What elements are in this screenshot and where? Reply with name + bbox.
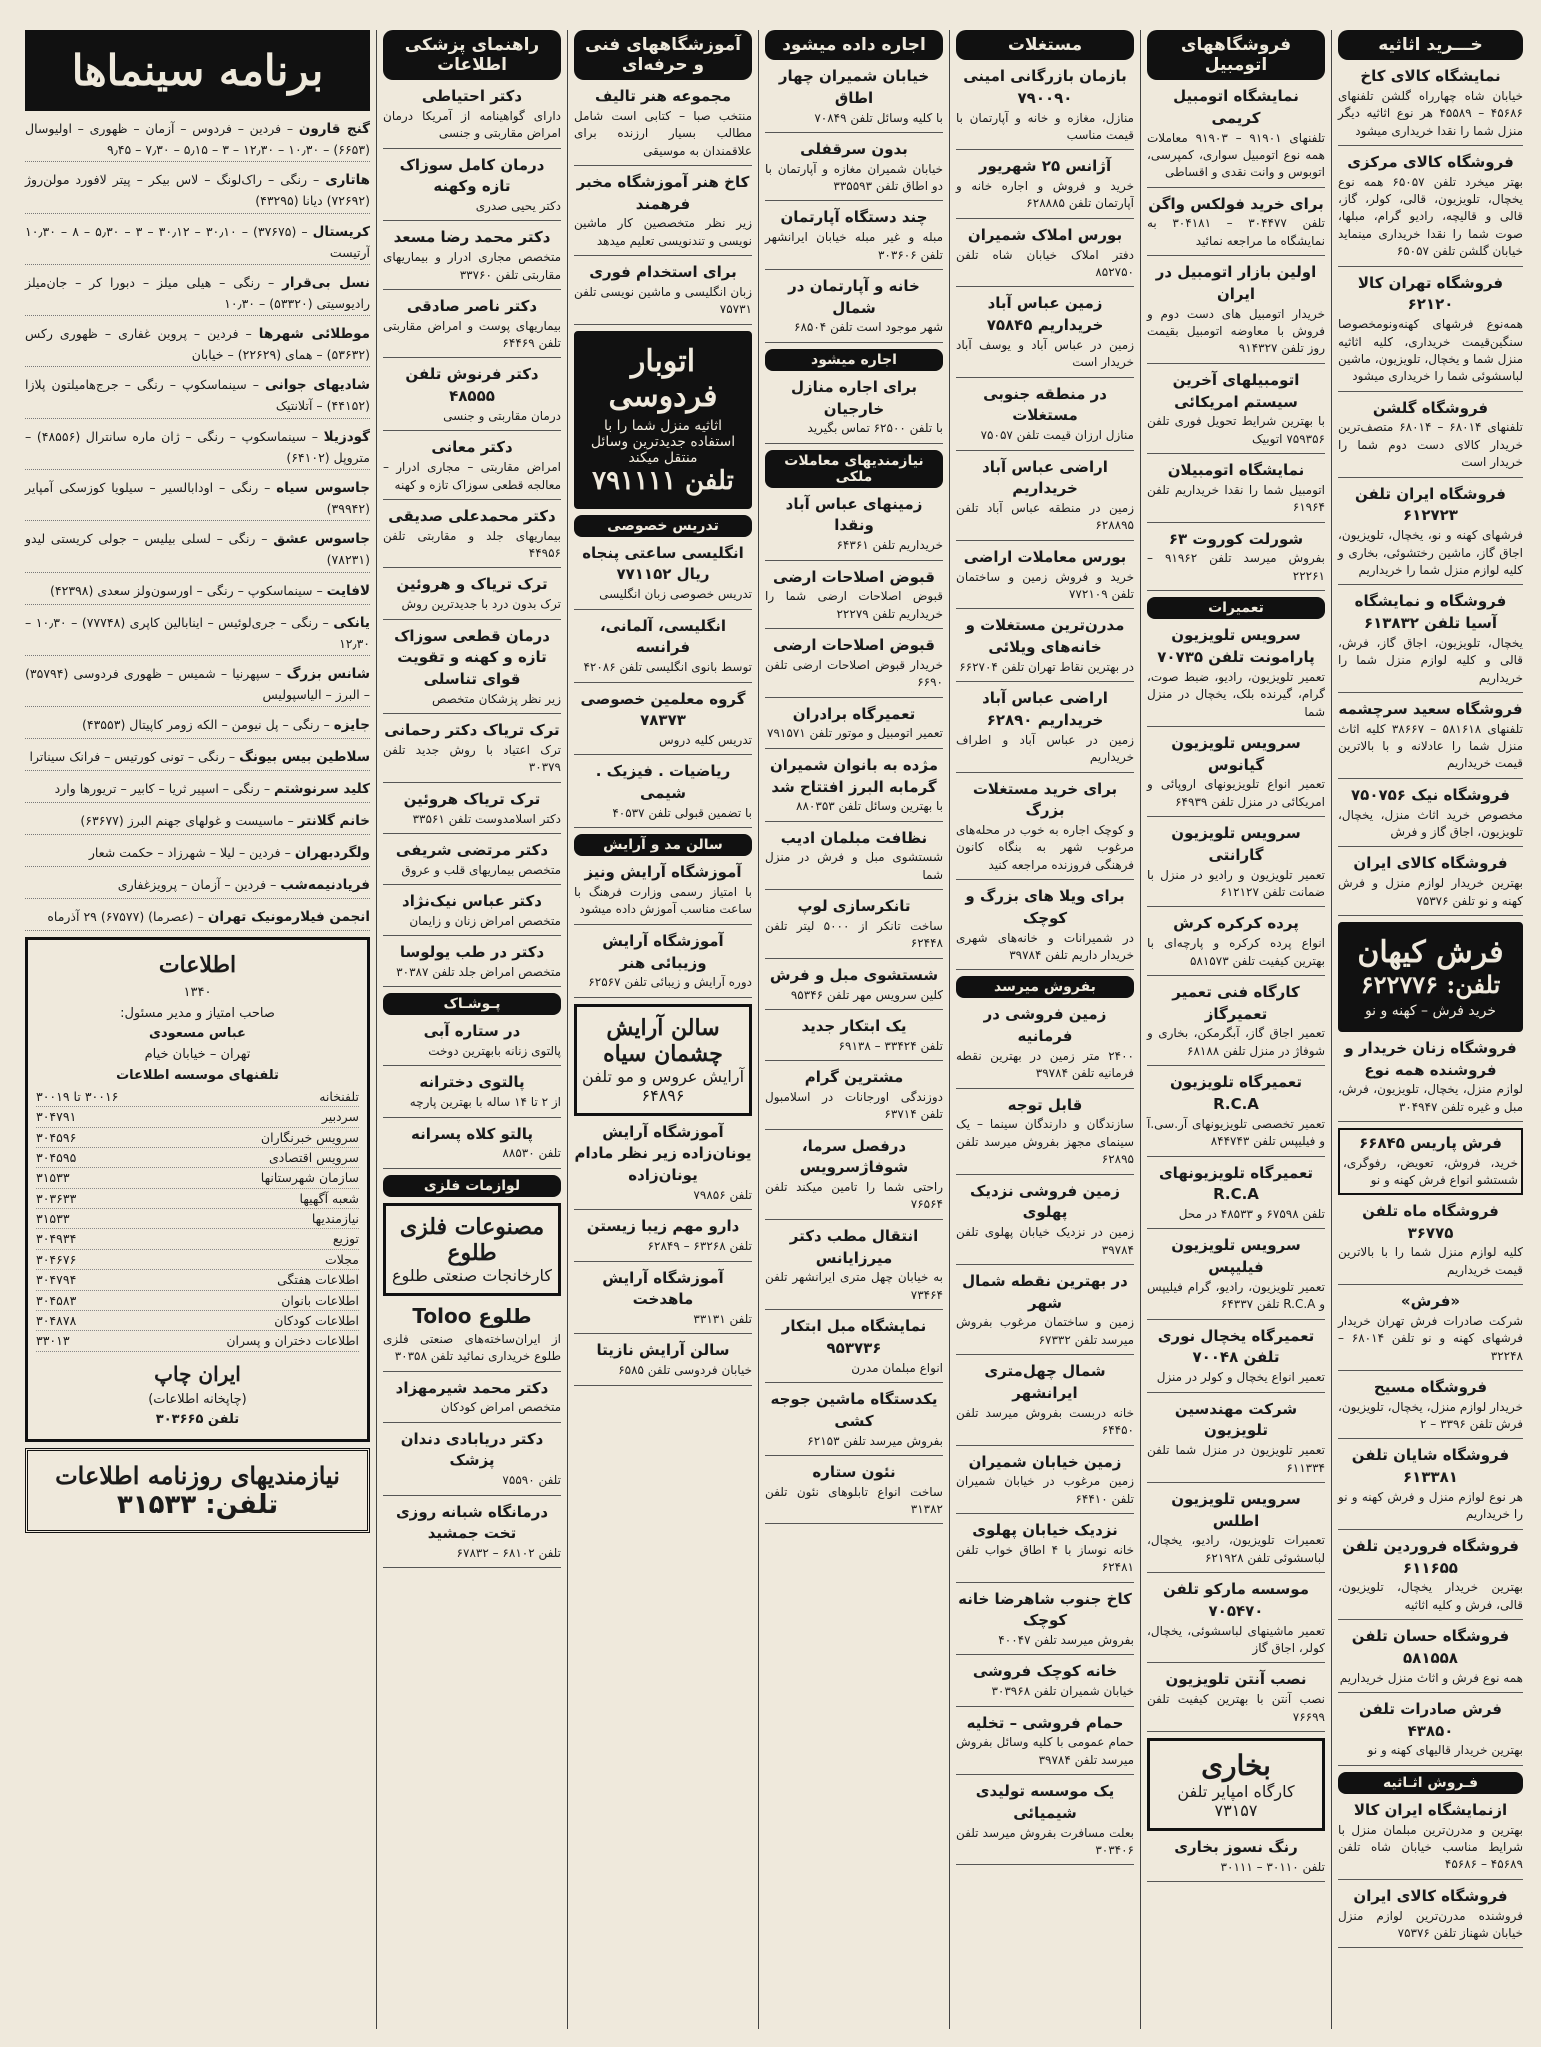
classified-ad: فروشگاه شایان تلفن ۶۱۳۳۸۱ هر نوع لوازم منزل و فرش کهنه و نو را خریداریم bbox=[1338, 1445, 1523, 1529]
cinema-listing: کریستال – (۳۷۶۷۵) – ۳۰٫۱۰ – ۳۰٫۱۲ – ۳ – ۵٫۳۰ – ۸ – ۱۰٫۳۰ آرتیست bbox=[25, 220, 370, 265]
section-header: فـروش اثـاثیه bbox=[1338, 1772, 1523, 1794]
classified-ad: آژانس ۲۵ شهریور خرید و فروش و اجاره خانه و آپارتمان تلفن ۶۲۸۸۸۵ bbox=[956, 156, 1134, 219]
classified-ad: شمال چهل‌متری ایرانشهر خانه دربست بفروش میرسد تلفن ۶۴۴۵۰ bbox=[956, 1361, 1134, 1445]
classifieds-phone-box: نیازمندیهای روزنامه اطلاعات تلفن: ۳۱۵۳۳ bbox=[25, 1448, 370, 1533]
classified-ad: پالتوی دخترانه از ۲ تا ۱۴ ساله با بهترین پارچه bbox=[383, 1072, 561, 1117]
cinema-listing: جایزه – رنگی – پل نیومن – الکه زومر کاپیتال (۴۳۵۵۳) bbox=[25, 713, 370, 739]
column-header: مستغلات bbox=[956, 30, 1134, 60]
classified-ad: شرکت مهندسین تلویزیون تعمیر تلویزیون در منزل شما تلفن ۶۱۱۳۳۴ bbox=[1147, 1399, 1325, 1483]
classified-ad: زمین فروشی نزدیک پهلوی زمین در نزدیک خیابان پهلوی تلفن ۳۹۷۸۴ bbox=[956, 1181, 1134, 1265]
classified-ad: تانکرسازی لوپ ساخت تانکر از ۵۰۰۰ لیتر تلفن ۶۲۴۴۸ bbox=[765, 896, 943, 959]
classified-ad: موسسه مارکو تلفن ۷۰۵۴۷۰ تعمیر ماشینهای لباسشوئی، یخچال، کولر، اجاق گاز bbox=[1147, 1579, 1325, 1663]
classified-ad: نئون ستاره ساخت انواع تابلوهای نئون تلفن ۳۱۳۸۲ bbox=[765, 1462, 943, 1525]
classified-ad: دکتر عباس نیک‌نژاد متخصص امراض زنان و زایمان bbox=[383, 891, 561, 936]
classified-ad: گروه معلمین خصوصی ۷۸۳۷۳ تدریس کلیه دروس bbox=[574, 689, 752, 756]
contact-row: نیازمندیها ۳۱۵۳۳ bbox=[36, 1209, 359, 1229]
cinema-listing: یانکی – رنگی – جری‌لوئیس – اینابالین کاپری (۷۷۷۴۸) – ۱۰٫۳۰ – ۱۲٫۳۰ bbox=[25, 611, 370, 656]
cinema-listing: خانم گلانتر – ماسیست و غولهای جهنم البرز (۶۳۶۷۷) bbox=[25, 809, 370, 835]
classified-ad: قابل توجه سازندگان و دارندگان سینما – یک سینمای مجهز بفروش میرسد تلفن ۶۲۸۹۵ bbox=[956, 1095, 1134, 1175]
masthead-year: ۱۳۴۰ bbox=[183, 984, 212, 1000]
classified-ad: آموزشگاه آرایش ونیز با امتیاز رسمی وزارت فرهنگ با ساعت مناسب آموزش داده میشود bbox=[574, 862, 752, 925]
classified-ad: اراضی عباس آباد خریداریم ۶۲۸۹۰ زمین در عباس آباد و اطراف خریداریم bbox=[956, 688, 1134, 772]
contact-list bbox=[36, 1087, 359, 1352]
classified-ad: انتقال مطب دکتر میرزایانس به خیابان چهل متری ایرانشهر تلفن ۷۳۴۶۴ bbox=[765, 1226, 943, 1310]
classified-ad: انگلیسی، آلمانی، فرانسه توسط بانوی انگلیسی تلفن ۴۲۰۸۶ bbox=[574, 616, 752, 683]
classified-ad: نمایشگاه مبل ابتکار ۹۵۳۷۳۶ انواع مبلمان مدرن bbox=[765, 1316, 943, 1383]
classified-ad: برای ویلا های بزرگ و کوچک در شمیرانات و خانه‌های شهری خریدار داریم تلفن ۳۹۷۸۴ bbox=[956, 886, 1134, 970]
column-cinema bbox=[19, 30, 370, 2029]
heater-box-ad: بخاری کارگاه امپایر تلفن ۷۳۱۵۷ bbox=[1147, 1738, 1325, 1831]
contact-row: سرویس اقتصادی ۳۰۴۵۹۵ bbox=[36, 1148, 359, 1168]
classified-ad: کاخ جنوب شاهرضا خانه کوچک بفروش میرسد تلفن ۴۰۰۴۷ bbox=[956, 1589, 1134, 1656]
classified-ad: فروشگاه تهران کالا ۶۲۱۲۰ همه‌نوع فرشهای کهنه‌ونومخصوصا سنگین‌قیمت خریداری، کلیه اثاثیه منزل شما و یخچال، تلویزیون، ماشین لباسشوئی شما را خریداری میشود bbox=[1338, 273, 1523, 392]
classified-ad: برای اجاره منازل خارجیان با تلفن ۶۲۵۰۰ تماس بگیرید bbox=[765, 377, 943, 444]
classified-ad: دکتر معانی امراض مقاربتی – مجاری ادرار – معالجه قطعی سوزاک تازه و کهنه bbox=[383, 437, 561, 500]
masthead: اطلاعات ۱۳۴۰ صاحب امتیاز و مدیر مسئول: عباس مسعودی تهران – خیابان خیام تلفنهای موسسه اطلاعات تلفنخانه ۳۰۰۱۶ تا ۳۰۰۱۹ سردبیر ۳۰۴۷۹۱ سرویس خبرنگاران ۳۰۴۵۹۶ سرویس اقتصادی ۳۰۴۵۹۵ سازمان شهرستانها ۳۱۵۳۳ شعبه آگهیها ۳۰۳۶۳۳ نیازمندیها ۳۱۵۳۳ توزیع ۳۰۴۹۳۴ مجلات ۳۰۴۶۷۶ اطلاعات هفتگی ۳۰۴۷۹۴ اطلاعات بانوان ۳۰۴۵۸۳ اطلاعات کودکان ۳۰۴۸۷۸ اطلاعات دختران و پسران ۳۳۰۱۳ ایران چاپ (چاپخانه اطلاعات) تلفن ۳۰۳۶۶۵ bbox=[25, 937, 370, 1443]
classified-ad: فروشگاه ماه تلفن ۳۶۷۷۵ کلیه لوازم منزل شما را با بالاترین قیمت خریداریم bbox=[1338, 1201, 1523, 1285]
classified-ad: دارو مهم زیبا زیستن تلفن ۶۳۲۶۸ – ۶۲۸۴۹ bbox=[574, 1216, 752, 1261]
section-header: پـوشـاک bbox=[383, 993, 561, 1015]
classified-ad: یکدستگاه ماشین جوجه کشی بفروش میرسد تلفن ۶۲۱۵۳ bbox=[765, 1389, 943, 1456]
contact-row: اطلاعات بانوان ۳۰۴۵۸۳ bbox=[36, 1291, 359, 1311]
classified-ad: سرویس تلویزیون پارامونت تلفن ۷۰۷۳۵ تعمیر تلویزیون، رادیو، ضبط صوت، گرام، گیرنده بلک، یخچال در منزل شما bbox=[1147, 625, 1325, 727]
classified-ad: اراضی عباس آباد خریداریم زمین در منطقه عباس آباد تلفن ۶۲۸۸۹۵ bbox=[956, 457, 1134, 541]
classified-ad: کاخ هنر آموزشگاه مخبر فرهمند زیر نظر متخصصین کار ماشین نویسی و تندنویسی تعلیم میدهد bbox=[574, 172, 752, 256]
column-furniture bbox=[1331, 30, 1523, 2029]
classified-ad: ترک تریاک دکتر رحمانی ترک اعتیاد با روش جدید تلفن ۳۰۳۷۹ bbox=[383, 720, 561, 783]
classified-ad: تعمیرگاه تلویزیون R.C.A تعمیر تخصصی تلویزیونهای آر.سی.آ و فیلیپس تلفن ۸۴۴۷۴۳ bbox=[1147, 1072, 1325, 1156]
classified-ad: فروشگاه مسیح خریدار لوازم منزل، یخچال، تلویزیون، فرش تلفن ۳۳۹۶ – ۲ bbox=[1338, 1377, 1523, 1440]
classified-ad: سرویس تلویزیون اطلس تعمیرات تلویزیون، رادیو، یخچال، لباسشوئی تلفن ۶۲۱۹۲۸ bbox=[1147, 1489, 1325, 1573]
contact-row: اطلاعات دختران و پسران ۳۳۰۱۳ bbox=[36, 1331, 359, 1351]
contact-row: شعبه آگهیها ۳۰۳۶۳۳ bbox=[36, 1189, 359, 1209]
classified-ad: دکتر محمدعلی صدیقی بیماریهای جلد و مقاربتی تلفن ۴۴۹۵۶ bbox=[383, 506, 561, 569]
classified-ad: مژده به بانوان شمیران گرمابه البرز افتتاح شد با بهترین وسائل تلفن ۸۸۰۳۵۳ bbox=[765, 755, 943, 822]
classified-ad: طلوع Toloo از ایران‌ساخته‌های صنعتی فلزی طلوع خریداری نمائید تلفن ۳۰۳۵۸ bbox=[383, 1302, 561, 1372]
cinema-listing: جاسوس عشق – رنگی – لسلی بیلیس – جولی کریستی لیدو (۷۸۲۳۱) bbox=[25, 527, 370, 572]
column-header: آموزشگاههای فنی و حرفه‌ای bbox=[574, 30, 752, 80]
classified-ad: دکتر احتیاطی دارای گواهینامه از آمریکا درمان امراض مقاربتی و جنسی bbox=[383, 86, 561, 149]
contact-row: اطلاعات هفتگی ۳۰۴۷۹۴ bbox=[36, 1270, 359, 1290]
classified-ad: آموزشگاه آرایش ماهدخت تلفن ۳۳۱۳۱ bbox=[574, 1268, 752, 1335]
classified-ad: فروشگاه حسان تلفن ۵۸۱۵۵۸ همه نوع فرش و اثاث منزل خریداریم bbox=[1338, 1626, 1523, 1693]
classified-ad: نمایشگاه کالای کاخ خیابان شاه چهارراه گلشن تلفنهای ۴۵۶۸۶ – ۴۵۵۸۹ هر نوع اثاثیه دیگر منزل شما را نقدا خریداری میشود bbox=[1338, 66, 1523, 146]
classified-ad: فروشگاه نیک ۷۵۰۷۵۶ مخصوص خرید اثاث منزل، یخچال، تلویزیون، اجاق گاز و فرش bbox=[1338, 785, 1523, 848]
classified-ad: قبوض اصلاحات ارضی خریدار قبوض اصلاحات ارضی تلفن ۶۶۹۰ bbox=[765, 635, 943, 698]
contact-row: توزیع ۳۰۴۹۳۴ bbox=[36, 1229, 359, 1249]
cinema-listing: کلید سرنوشتم – رنگی – اسپیر ثریا – کابیر – تریورها وارد bbox=[25, 777, 370, 803]
classified-ad: زمین خیابان شمیران زمین مرغوب در خیابان شمیران تلفن ۶۴۴۱۰ bbox=[956, 1452, 1134, 1515]
classified-ad: اولین بازار اتومبیل در ایران خریدار اتومبیل های دست دوم و فروش با معاوضه اتومبیل بقیمت روز تلفن ۹۱۴۳۲۷ bbox=[1147, 262, 1325, 364]
classified-ad: درمان قطعی سوزاک تازه و کهنه و تقویت قوای تناسلی زیر نظر پزشکان متخصص bbox=[383, 626, 561, 715]
section-header: تدریس خصوصی bbox=[574, 515, 752, 537]
classified-ad: نمایشگاه اتومبیل کریمی تلفنهای ۹۱۹۰۱ – ۹۱۹۰۳ معاملات همه نوع اتومبیل سواری، کمپرسی، اتوبوس و وانت نقدی و اقساطی bbox=[1147, 86, 1325, 188]
classified-ad: سالن آرایش نازیتا خیابان فردوسی تلفن ۶۵۸۵ bbox=[574, 1340, 752, 1385]
classified-ad: دکتر فرنوش تلفن ۴۸۵۵۵ درمان مقاربتی و جنسی bbox=[383, 364, 561, 431]
cinema-listing: فریادنیمه‌شب – فردین – آزمان – پرویزغفاری bbox=[25, 873, 370, 899]
classified-ad: خیابان شمیران چهار اطاق با کلیه وسائل تلفن ۷۰۸۴۹ bbox=[765, 66, 943, 133]
cinema-listing: گودزیلا – سینماسکوپ – رنگی – ژان ماره سانترال (۴۸۵۵۶) – متروپل (۶۴۱۰۲) bbox=[25, 425, 370, 470]
classified-ad: برای استخدام فوری زبان انگلیسی و ماشین نویسی تلفن ۷۵۷۳۱ bbox=[574, 262, 752, 325]
cinema-program-header: برنامه سینماها bbox=[25, 30, 370, 111]
classified-ad: خانه و آپارتمان در شمال شهر موجود است تلفن ۶۸۵۰۴ bbox=[765, 276, 943, 343]
classified-ad: فروشگاه زنان خریدار و فروشنده همه نوع لوازم منزل، یخچال، تلویزیون، فرش، مبل و غیره تلفن ۳۰۴۹۴۷ bbox=[1338, 1038, 1523, 1122]
classified-ad: انگلیسی ساعتی پنجاه ریال ۷۷۱۱۵۲ تدریس خصوصی زبان انگلیسی bbox=[574, 543, 752, 610]
section-header: اجاره میشود bbox=[765, 349, 943, 371]
cinema-listing: لافایت – سینماسکوپ – رنگی – اورسون‌ولز سعدی (۴۲۳۹۸) bbox=[25, 579, 370, 605]
section-header: تعمیرات bbox=[1147, 597, 1325, 619]
classified-ad: تعمیرگاه یخچال نوری تلفن ۷۰۰۴۸ تعمیر انواع یخچال و کولر در منزل bbox=[1147, 1326, 1325, 1393]
classified-ad: در ستاره آبی پالتوی زنانه بابهترین دوخت bbox=[383, 1021, 561, 1066]
column-cars-repairs bbox=[1140, 30, 1325, 2029]
classified-ad: آموزشگاه آرایش یونان‌زاده زیر نظر مادام یونان‌زاده تلفن ۷۹۸۵۶ bbox=[574, 1122, 752, 1211]
classified-ad: فروشگاه سعید سرچشمه تلفنهای ۵۸۱۶۱۸ – ۳۸۶۶۷ کلیه اثاث منزل شما را عادلانه و با بالاترین قیمت خریداریم bbox=[1338, 699, 1523, 779]
contact-row: سردبیر ۳۰۴۷۹۱ bbox=[36, 1107, 359, 1127]
classified-ad: فرش پاریس ۶۶۸۴۵ خرید، فروش، تعویض، رفوگری، شستشو انواع فرش کهنه و نو bbox=[1338, 1128, 1523, 1195]
classified-ad: سرویس تلویزیون گارانتی تعمیر تلویزیون و رادیو در منزل با ضمانت تلفن ۶۱۲۱۲۷ bbox=[1147, 823, 1325, 907]
classified-ad: دکتر دریابادی دندان پزشک تلفن ۷۵۵۹۰ bbox=[383, 1429, 561, 1496]
classified-ad: فروشگاه گلشن تلفنهای ۶۸۰۱۴ – ۶۸۰۱۴ متصف‌ترین خریدار کالای دست دوم شما را خریدار است bbox=[1338, 398, 1523, 478]
classified-ad: درمان کامل سوزاک تازه وکهنه دکتر یحیی صدری bbox=[383, 155, 561, 222]
cinema-listing: هاتاری – رنگی – راک‌لونگ – لاس بیکر – پیتر لافورد مولن‌روژ (۷۲۶۹۲) دیانا (۴۳۲۹۵) bbox=[25, 168, 370, 213]
classified-ad: خانه کوچک فروشی خیابان شمیران تلفن ۳۰۳۹۶۸ bbox=[956, 1661, 1134, 1706]
classified-ad: فروشگاه فروردین تلفن ۶۱۱۶۵۵ بهترین خریدار یخچال، تلویزیون، قالی، فرش و کلیه اثاثیه bbox=[1338, 1536, 1523, 1620]
cinema-listing: شادیهای جوانی – سینماسکوپ – رنگی – جرج‌هامیلتون پلازا (۴۴۱۵۲) – آتلانتیک bbox=[25, 373, 370, 418]
classified-ad: یک موسسه تولیدی شیمیائی بعلت مسافرت بفروش میرسد تلفن ۳۰۳۴۰۶ bbox=[956, 1781, 1134, 1865]
carpet-kayhan-box-ad: فرش کیهان تلفن: ۶۲۲۷۷۶ خرید فرش – کهنه و نو bbox=[1338, 922, 1523, 1032]
print-house-title: ایران چاپ bbox=[154, 1361, 241, 1386]
classified-ad: شستشوی مبل و فرش کلین سرویس مهر تلفن ۹۵۳۴۶ bbox=[765, 965, 943, 1010]
column-header: فروشگاههای اتومبیل bbox=[1147, 30, 1325, 80]
classified-ad: برای خرید فولکس واگن تلفن ۳۰۴۴۷۷ – ۳۰۴۱۸۱ به نمایشگاه ما مراجعه نمائید bbox=[1147, 194, 1325, 257]
classified-ad: فروشگاه کالای ایران بهترین خریدار لوازم منزل و فرش کهنه و نو تلفن ۷۵۳۷۶ bbox=[1338, 853, 1523, 916]
classified-ad: ترک تریاک هروئین دکتر اسلامدوست تلفن ۳۳۵۶۱ bbox=[383, 789, 561, 834]
classified-ad: پرده کرکره کرش انواع پرده کرکره و پارچه‌ای با بهترین کیفیت تلفن ۵۸۱۵۷۳ bbox=[1147, 913, 1325, 976]
classified-ad: اتومبیلهای آخرین سیستم امریکائی با بهترین شرایط تحویل فوری تلفن ۷۵۹۳۵۶ اتوبیک bbox=[1147, 370, 1325, 454]
column-rentals bbox=[758, 30, 943, 2029]
cinema-listing: شانس بزرگ – سپهرنیا – شمیس – ظهوری فردوسی (۳۵۷۹۴) – البرز – الیاسپولیس bbox=[25, 662, 370, 707]
classified-ad: در منطقه جنوبی مستغلات منازل ارزان قیمت تلفن ۷۵۰۵۷ bbox=[956, 384, 1134, 451]
classified-ad: شورلت کوروت ۶۳ بفروش میرسد تلفن ۹۱۹۶۲ – ۲۲۲۶۱ bbox=[1147, 529, 1325, 592]
classified-ad: بازمان بازرگانی امینی ۷۹۰۰۹۰ منازل، مغازه و خانه و آپارتمان با قیمت مناسب bbox=[956, 66, 1134, 150]
classified-ad: دکتر مرتضی شریفی متخصص بیماریهای قلب و عروق bbox=[383, 840, 561, 885]
column-medical bbox=[376, 30, 561, 2029]
classified-ad: کارگاه فنی تعمیر تعمیرگاز تعمیر اجاق گاز، آبگرمکن، بخاری و شوفاژ در منزل تلفن ۶۸۱۸۸ bbox=[1147, 982, 1325, 1066]
classified-ad: قبوض اصلاحات ارضی قبوض اصلاحات ارضی شما را خریداریم تلفن ۲۲۲۷۹ bbox=[765, 567, 943, 630]
masthead-logo: اطلاعات bbox=[158, 951, 237, 978]
classified-ad: نزدیک خیابان پهلوی خانه نوساز با ۴ اطاق خواب تلفن ۶۲۴۸۱ bbox=[956, 1520, 1134, 1583]
cinema-listing: سلاطین بیس بیونگ – رنگی – تونی کورتیس – فرانک سیناترا bbox=[25, 745, 370, 771]
classified-ad: نصب آنتن تلویزیون نصب آنتن با بهترین کیفیت تلفن ۷۶۶۹۹ bbox=[1147, 1669, 1325, 1732]
classified-ad: «فرش» شرکت صادرات فرش تهران خریدار فرشهای کهنه و نو تلفن ۶۸۰۱۴ – ۳۲۲۴۸ bbox=[1338, 1291, 1523, 1371]
cinema-listing: موطلائی شهرها – فردین – پروین غفاری – ظهوری رکس (۵۳۶۳۲) – همای (۲۲۶۲۹) – خیابان bbox=[25, 322, 370, 367]
column-education bbox=[567, 30, 752, 2029]
classified-ad: دکتر در طب یولوسا متخصص امراض جلد تلفن ۳۰۳۸۷ bbox=[383, 942, 561, 987]
classified-ad: بورس معاملات اراضی خرید و فروش زمین و ساختمان تلفن ۷۷۲۱۰۹ bbox=[956, 547, 1134, 610]
classified-ad: دکتر محمد شیرمهزاد متخصص امراض کودکان bbox=[383, 1378, 561, 1423]
classified-ad: بورس املاک شمیران دفتر املاک خیابان شاه تلفن ۸۵۲۷۵۰ bbox=[956, 225, 1134, 288]
column-header: خـــرید اثاثیه bbox=[1338, 30, 1523, 60]
classified-ad: مدرن‌ترین مستغلات و خانه‌های ویلائی در بهترین نقاط تهران تلفن ۶۶۲۷۰۴ bbox=[956, 615, 1134, 682]
classified-ad: زمینهای عباس آباد ونقدا خریداریم تلفن ۶۴۳۶۱ bbox=[765, 494, 943, 561]
classified-ad: درفصل سرما، شوفاژسرویس راحتی شما را تامین میکند تلفن ۷۶۵۶۴ bbox=[765, 1136, 943, 1220]
cinema-listing: ولگردبهران – فردین – لیلا – شهرزاد – حکمت شعار bbox=[25, 841, 370, 867]
section-header: نیازمندیهای معاملات ملکی bbox=[765, 450, 943, 488]
classified-ad: در بهترین نقطه شمال شهر زمین و ساختمان مرغوب بفروش میرسد تلفن ۶۷۳۳۲ bbox=[956, 1271, 1134, 1355]
contact-row: تلفنخانه ۳۰۰۱۶ تا ۳۰۰۱۹ bbox=[36, 1087, 359, 1107]
classified-ad: مجموعه هنر تالیف منتخب صبا – کتابی است شامل مطالب بسیار ارزنده برای علاقمندان به موسیقی bbox=[574, 86, 752, 166]
cinema-listing: جاسوس سیاه – رنگی – اودابالسیر – سیلویا کوزسکی آمپایر (۳۹۹۴۲) bbox=[25, 476, 370, 521]
ferdowsi-moving-box-ad: اتوبار فردوسی اثاثیه منزل شما را با استفاده جدیدترین وسائل منتقل میکند تلفن ۷۹۱۱۱۱ bbox=[574, 331, 752, 509]
classified-ad: حمام فروشی – تخلیه حمام عمومی با کلیه وسائل بفروش میرسد تلفن ۳۹۷۸۴ bbox=[956, 1713, 1134, 1776]
classified-ad: تعمیرگاه برادران تعمیر اتومبیل و موتور تلفن ۷۹۱۵۷۱ bbox=[765, 704, 943, 749]
classified-ad: رنگ نسوز بخاری تلفن ۳۰۱۱۰ – ۳۰۱۱۱ bbox=[1147, 1837, 1325, 1882]
classified-ad: فروشگاه ایران تلفن ۶۱۲۷۲۳ فرشهای کهنه و نو، یخچال، تلویزیون، اجاق گاز، ماشین رختشوئی، بخاری و کلیه لوازم منزل شما را خریداریم bbox=[1338, 484, 1523, 586]
classified-ad: زمین فروشی در فرمانیه ۲۴۰۰ متر زمین در بهترین نقطه فرمانیه تلفن ۳۹۷۸۴ bbox=[956, 1004, 1134, 1088]
classified-ad: سرویس تلویزیون گیانوس تعمیر انواع تلویزیونهای اروپائی و امریکائی در منزل تلفن ۶۴۹۳۹ bbox=[1147, 733, 1325, 817]
classified-ad: زمین عباس آباد خریداریم ۷۵۸۴۵ زمین در عباس آباد و یوسف آباد خریدار است bbox=[956, 293, 1134, 377]
classified-ad: دکتر محمد رضا مسعد متخصص مجاری ادرار و بیماریهای مقاربتی تلفن ۳۳۷۶۰ bbox=[383, 227, 561, 290]
classified-ad: فرش صادرات تلفن ۴۳۸۵۰ بهترین خریدار قالیهای کهنه و نو bbox=[1338, 1699, 1523, 1766]
classified-ad: فروشگاه کالای ایران فروشنده مدرن‌ترین لوازم منزل خیابان شهناز تلفن ۷۵۳۷۶ bbox=[1338, 1886, 1523, 1949]
classified-ad: نظافت مبلمان ادیب شستشوی مبل و فرش در منزل شما bbox=[765, 828, 943, 891]
toloo-metal-box-ad: مصنوعات فلزی طلوع کارخانجات صنعتی طلوع bbox=[383, 1203, 561, 1296]
classified-ad: بدون سرقفلی خیابان شمیران مغازه و آپارتمان با دو اطاق تلفن ۳۳۵۵۹۳ bbox=[765, 139, 943, 202]
salon-black-eyes-box-ad: سالن آرایش چشمان سیاه آرایش عروس و مو تلفن ۶۴۸۹۶ bbox=[574, 1004, 752, 1116]
contact-row: سرویس خبرنگاران ۳۰۴۵۹۶ bbox=[36, 1128, 359, 1148]
contact-row: مجلات ۳۰۴۶۷۶ bbox=[36, 1250, 359, 1270]
section-header: بفروش میرسد bbox=[956, 976, 1134, 998]
section-header: سالن مد و آرایش bbox=[574, 834, 752, 856]
classified-ad: تعمیرگاه تلویزیونهای R.C.A تلفن ۶۷۵۹۸ و ۴۸۵۳۳ در محل bbox=[1147, 1163, 1325, 1230]
classified-ad: نمایشگاه اتومبیلان اتومبیل شما را نقدا خریداریم تلفن ۶۱۹۶۴ bbox=[1147, 460, 1325, 523]
column-real-estate bbox=[949, 30, 1134, 2029]
contact-row: سازمان شهرستانها ۳۱۵۳۳ bbox=[36, 1168, 359, 1188]
classified-ad: ترک تریاک و هروئین ترک بدون درد با جدیدترین روش bbox=[383, 574, 561, 619]
classified-ad: برای خرید مستغلات بزرگ و کوچک اجاره به خوب در محله‌های مرغوب شهر به بنگاه کانون فرهنگی فروزنده مراجعه کنید bbox=[956, 779, 1134, 881]
contact-row: اطلاعات کودکان ۳۰۴۸۷۸ bbox=[36, 1311, 359, 1331]
column-header: راهنمای پزشکی اطلاعات bbox=[383, 30, 561, 80]
cinema-listing: نسل بی‌قرار – رنگی – هیلی میلز – دبورا کر – جان‌میلز رادیوسیتی (۵۳۳۲۰) – ۱۰٫۳۰ bbox=[25, 271, 370, 316]
classified-ad: درمانگاه شبانه روزی تخت جمشید تلفن ۶۸۱۰۲ – ۶۷۸۳۲ bbox=[383, 1502, 561, 1569]
classified-ad: فروشگاه و نمایشگاه آسیا تلفن ۶۱۳۸۳۲ یخچال، تلویزیون، اجاق گاز، فرش، قالی و کلیه لوازم منزل شما را خریداریم bbox=[1338, 591, 1523, 693]
classified-ad: دکتر ناصر صادقی بیماریهای پوست و امراض مقاربتی تلفن ۶۴۴۶۹ bbox=[383, 296, 561, 359]
classified-ad: آموزشگاه آرایش وزیبائی هنر دوره آرایش و زیبائی تلفن ۶۲۵۶۷ bbox=[574, 931, 752, 998]
classified-ad: چند دستگاه آپارتمان مبله و غیر مبله خیابان ایرانشهر تلفن ۳۰۳۶۰۶ bbox=[765, 207, 943, 270]
classified-ad: ازنمایشگاه ایران کالا بهترین و مدرن‌ترین مبلمان منزل با شرایط مناسب خیابان شاه تلفن ۴۵۶۸۹ – ۴۵۶۸۶ bbox=[1338, 1800, 1523, 1880]
section-header: لوازمات فلزی bbox=[383, 1175, 561, 1197]
column-header: اجاره داده میشود bbox=[765, 30, 943, 60]
classified-ad: پالتو کلاه پسرانه تلفن ۸۸۵۳۰ bbox=[383, 1124, 561, 1169]
cinema-listing: گنج قارون – فردین – فردوس – آزمان – ظهوری – اولیوسال (۶۶۵۳) – ۱۰٫۳۰ – ۱۲٫۳۰ – ۳ – ۵٫۱۵ – ۷٫۳۰ – ۹٫۴۵ bbox=[25, 117, 370, 162]
classified-ad: ریاضیات . فیزیک . شیمی با تضمین قبولی تلفن ۴۰۵۳۷ bbox=[574, 761, 752, 828]
classified-ad: فروشگاه کالای مرکزی بهتر میخرد تلفن ۶۵۰۵۷ همه نوع یخچال، تلویزیون، قالی، کولر، گاز، قالی و قالیچه، رادیو گرام، مبلها، صوت شما را نقدا خریداری مینماید خیابان گلشن تلفن ۶۵۰۵۷ bbox=[1338, 152, 1523, 267]
classified-ad: سرویس تلویزیون فیلیپس تعمیر تلویزیون، رادیو، گرام فیلیپس و R.C.A تلفن ۶۴۳۳۷ bbox=[1147, 1235, 1325, 1319]
cinema-listing: انجمن فیلارمونیک تهران – (عصرما) (۶۷۵۷۷) ۲۹ آذرماه bbox=[25, 905, 370, 931]
classified-ad: مشترین گرام دوزندگی اورجانات در اسلامبول تلفن ۶۳۷۱۴ bbox=[765, 1067, 943, 1130]
classified-ad: یک ابتکار جدید تلفن ۳۳۴۲۴ – ۶۹۱۳۸ bbox=[765, 1016, 943, 1061]
